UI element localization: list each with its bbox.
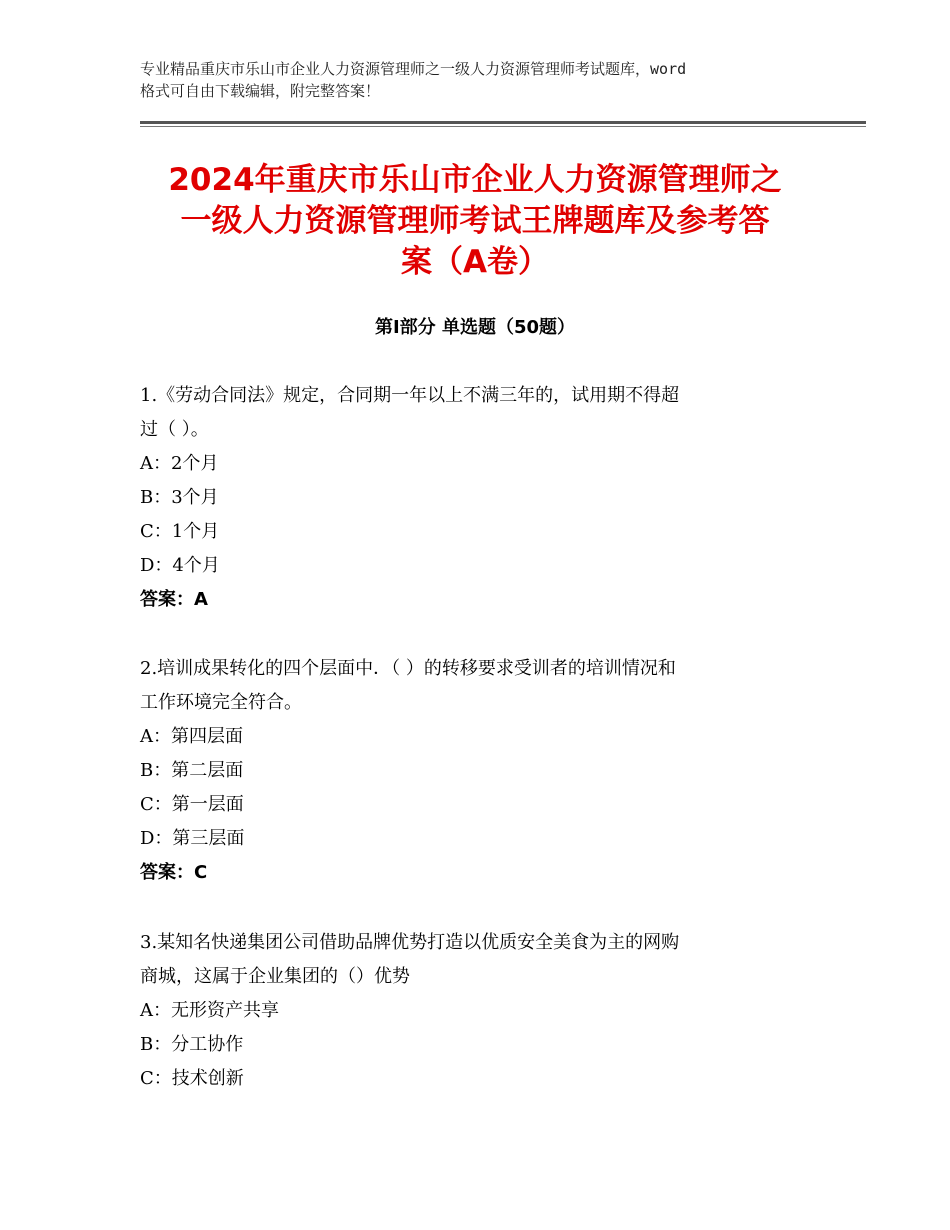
option-a: A：第四层面 (140, 726, 243, 747)
document-title-line-2: 一级人力资源管理师考试王牌题库及参考答 (180, 203, 770, 239)
header-divider-thick (140, 121, 866, 124)
option-b: B：分工协作 (140, 1034, 244, 1055)
header-note (140, 58, 830, 102)
question-stem-line: 商城，这属于企业集团的（）优势 (140, 966, 410, 987)
header-note-line-1: 专业精品重庆市乐山市企业人力资源管理师之一级人力资源管理师考试题库，word (140, 60, 687, 78)
question-stem-line: 2.培训成果转化的四个层面中．（ ）的转移要求受训者的培训情况和 (140, 658, 676, 679)
question-stem-line: 工作环境完全符合。 (140, 692, 302, 713)
option-a: A：无形资产共享 (140, 1000, 279, 1021)
question-3 (140, 926, 830, 1096)
document-title-line-1: 2024年重庆市乐山市企业人力资源管理师之 (168, 162, 782, 198)
document-title-line-3: 案（A卷） (401, 244, 549, 280)
option-c: C：技术创新 (140, 1068, 244, 1089)
option-b: B：3个月 (140, 487, 219, 508)
option-c: C：第一层面 (140, 794, 244, 815)
question-stem-line: 1.《劳动合同法》规定，合同期一年以上不满三年的，试用期不得超 (140, 385, 680, 406)
question-2 (140, 652, 830, 890)
header-divider-thin (140, 126, 866, 127)
option-c: C：1个月 (140, 521, 220, 542)
question-stem-line: 过（ ）。 (140, 419, 209, 440)
option-d: D：第三层面 (140, 828, 245, 849)
answer-label: 答案：A (140, 589, 208, 610)
question-1 (140, 379, 830, 617)
option-d: D：4个月 (140, 555, 220, 576)
option-b: B：第二层面 (140, 760, 244, 781)
document-title (120, 160, 830, 283)
answer-label: 答案：C (140, 862, 208, 883)
section-heading: 第Ⅰ部分 单选题（50题） (374, 317, 575, 338)
question-stem-line: 3.某知名快递集团公司借助品牌优势打造以优质安全美食为主的网购 (140, 932, 680, 953)
option-a: A：2个月 (140, 453, 219, 474)
header-note-line-2: 格式可自由下载编辑，附完整答案！ (140, 82, 381, 100)
